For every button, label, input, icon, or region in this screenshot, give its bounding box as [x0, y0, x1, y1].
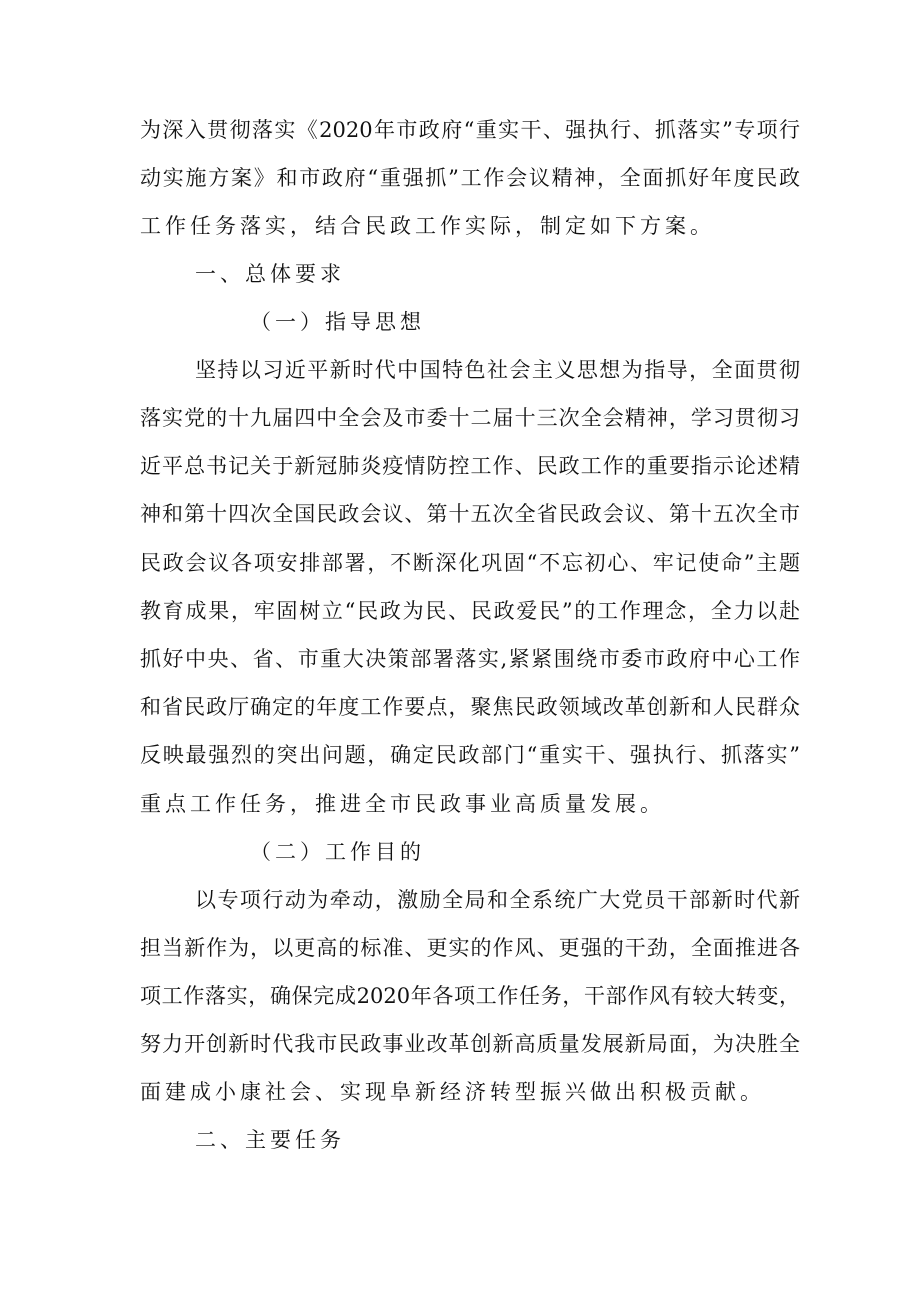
paragraph-line: 努力开创新时代我市民政事业改革创新高质量发展新局面，为决胜全: [140, 1032, 800, 1056]
paragraph-line: 重点工作任务，推进全市民政事业高质量发展。: [140, 792, 665, 816]
paragraph-line: 坚持以习近平新时代中国特色社会主义思想为指导，全面贯彻: [195, 358, 800, 382]
intro-line: 动实施方案》和市政府“重强抓”工作会议精神，全面抓好年度民政: [140, 166, 800, 190]
paragraph-line: 项工作落实，确保完成2020年各项工作任务，干部作风有较大转变，: [140, 984, 800, 1008]
intro-line: 工作任务落实，结合民政工作实际，制定如下方案。: [140, 214, 715, 238]
paragraph-line: 担当新作为，以更高的标准、更实的作风、更强的干劲，全面推进各: [140, 936, 800, 960]
subsection-heading: （二）工作目的: [250, 840, 425, 864]
paragraph-line: 抓好中央、省、市重大决策部署落实,紧紧围绕市委市政府中心工作: [140, 647, 800, 671]
paragraph-line: 神和第十四次全国民政会议、第十五次全省民政会议、第十五次全市: [140, 502, 800, 526]
paragraph-line: 和省民政厅确定的年度工作要点，聚焦民政领域改革创新和人民群众: [140, 695, 800, 719]
paragraph-line: 教育成果，牢固树立“民政为民、民政爱民”的工作理念，全力以赴: [140, 599, 800, 623]
paragraph-line: 民政会议各项安排部署，不断深化巩固“不忘初心、牢记使命”主题: [140, 551, 800, 575]
paragraph-line: 落实党的十九届四中全会及市委十二届十三次全会精神，学习贯彻习: [140, 406, 800, 430]
paragraph-line: 以专项行动为牵动，激励全局和全系统广大党员干部新时代新: [195, 888, 800, 912]
paragraph-line: 面建成小康社会、实现阜新经济转型振兴做出积极贡献。: [140, 1080, 765, 1104]
subsection-heading: （一）指导思想: [250, 310, 425, 334]
section-heading: 二、主要任务: [195, 1128, 345, 1152]
paragraph-line: 近平总书记关于新冠肺炎疫情防控工作、民政工作的重要指示论述精: [140, 454, 800, 478]
intro-line: 为深入贯彻落实《2020年市政府“重实干、强执行、抓落实”专项行: [140, 118, 800, 142]
paragraph-line: 反映最强烈的突出问题，确定民政部门“重实干、强执行、抓落实”: [140, 743, 800, 767]
section-heading: 一、总体要求: [195, 262, 345, 286]
